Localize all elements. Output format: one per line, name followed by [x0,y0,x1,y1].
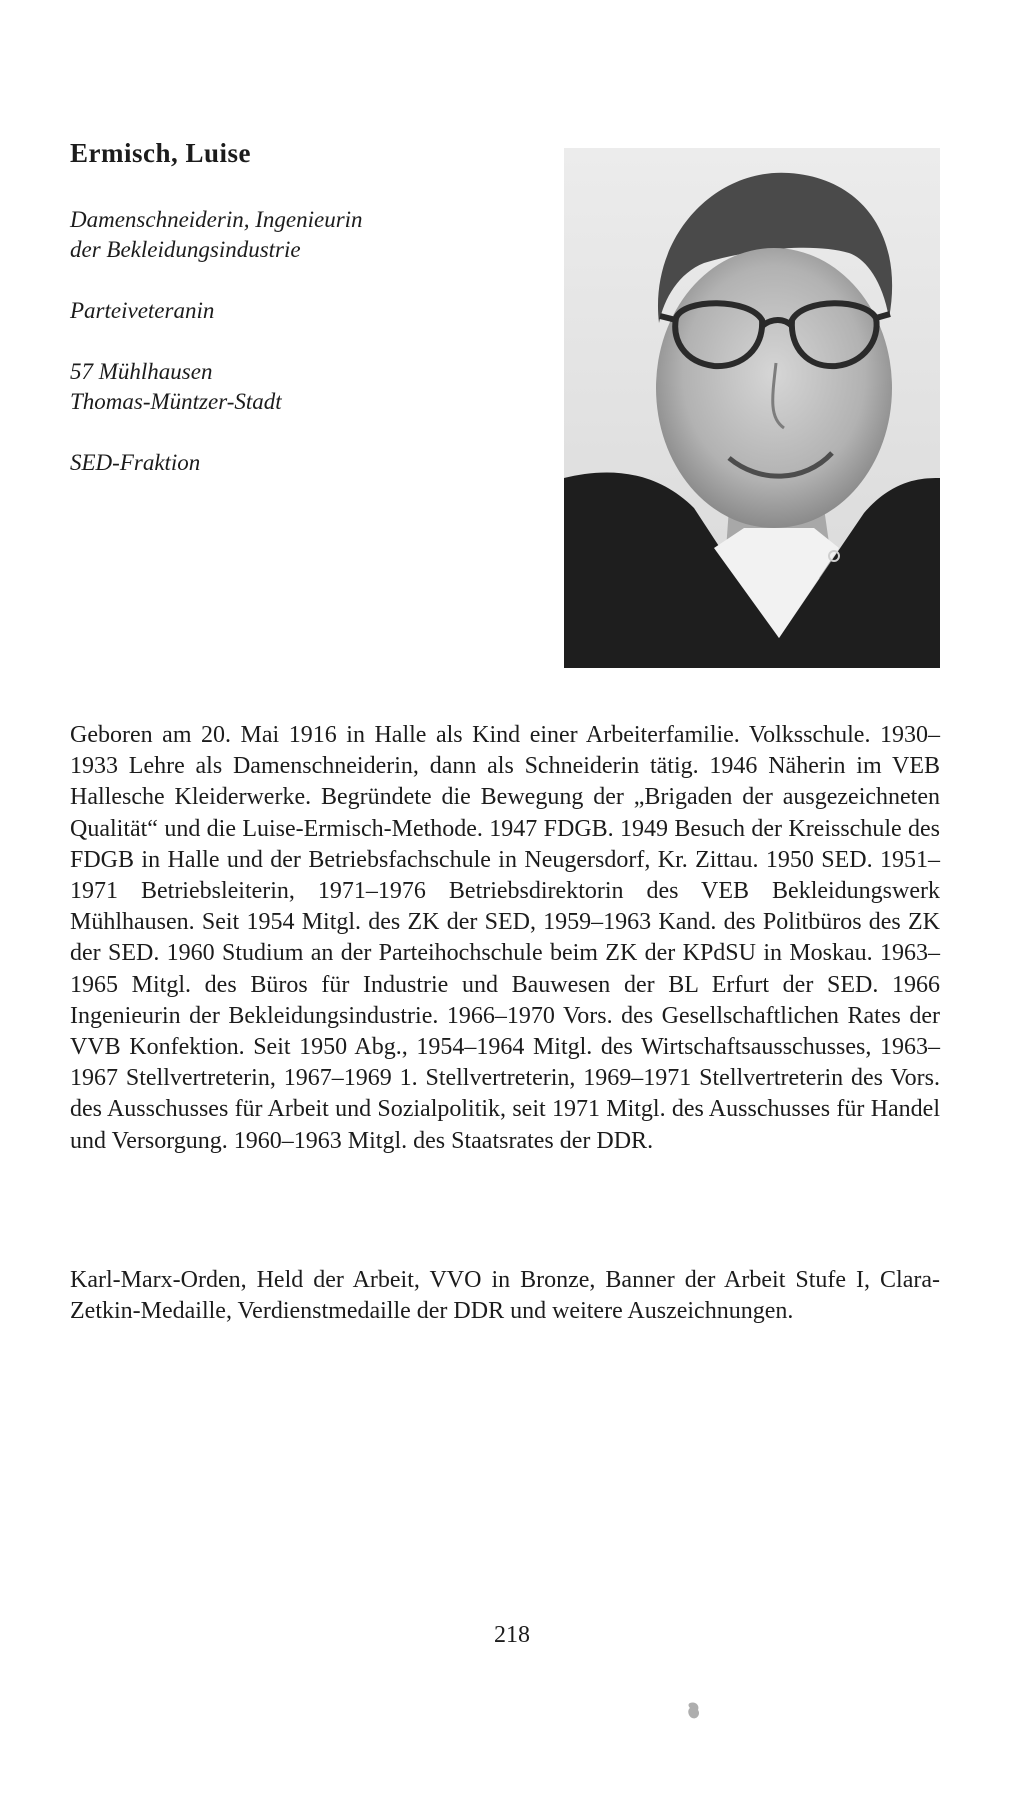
awards-text: Karl-Marx-Orden, Held der Arbeit, VVO in Bronze, Banner der Arbeit Stufe I, Clara-Zetkin-Medaille, Verdienstmedaille der DDR und weitere Auszeichnungen. [70,1267,940,1325]
profession [70,205,550,265]
biography-text: Geboren am 20. Mai 1916 in Halle als Kind einer Arbeiterfamilie. Volksschule. 1930–1933 Lehre als Damenschneiderin, dann als Schneiderin tätig. 1946 Näherin im VEB Hallesche Kleiderwerke. Begründete die Bewegung der „Brigaden der ausgezeichneten Qualität“ und die Luise-Ermisch-Methode. 1947 FDGB. 1949 Besuch der Kreisschule des FDGB in Halle und der Betriebsfachschule in Neugersdorf, Kr. Zittau. 1950 SED. 1951–1971 Betriebsleiterin, 1971–1976 Betriebsdirektorin des VEB Bekleidungswerk Mühlhausen. Seit 1954 Mitgl. des ZK der SED, 1959–1963 Kand. des Politbüros des ZK der SED. 1960 Studium an der Parteihochschule beim ZK der KPdSU in Moskau. 1963–1965 Mitgl. des Büros für Industrie und Bauwesen der BL Erfurt der SED. 1966 Ingenieurin der Bekleidungsindustrie. 1966–1970 Vors. des Gesellschaftlichen Rates der VVB Konfektion. Seit 1950 Abg., 1954–1964 Mitgl. des Wirtschaftsausschusses, 1963–1967 Stellvertreterin, 1967–1969 1. Stellvertreterin, 1969–1971 Stellvertreterin des Vors. des Ausschusses für Arbeit und Sozialpolitik, seit 1971 Mitgl. des Ausschusses für Handel und Versorgung. 1960–1963 Mitgl. des Staatsrates der DDR. [70,722,940,1154]
status-text: Parteiveteranin [70,298,215,323]
profession-line: der Bekleidungsindustrie [70,237,301,262]
ink-smudge-icon [686,1700,702,1722]
faction [70,448,550,478]
address-line: 57 Mühlhausen [70,359,213,384]
address-line: Thomas-Müntzer-Stadt [70,389,282,414]
page-number: 218 [494,1622,530,1648]
faction-text: SED-Fraktion [70,450,201,475]
profession-line: Damenschneiderin, Ingenieurin [70,207,363,232]
party-status [70,296,550,326]
portrait-illustration [564,148,940,668]
entry-meta [70,205,550,509]
portrait-photo [564,148,940,668]
entry-name: Ermisch, Luise [70,138,252,168]
address [70,357,550,417]
